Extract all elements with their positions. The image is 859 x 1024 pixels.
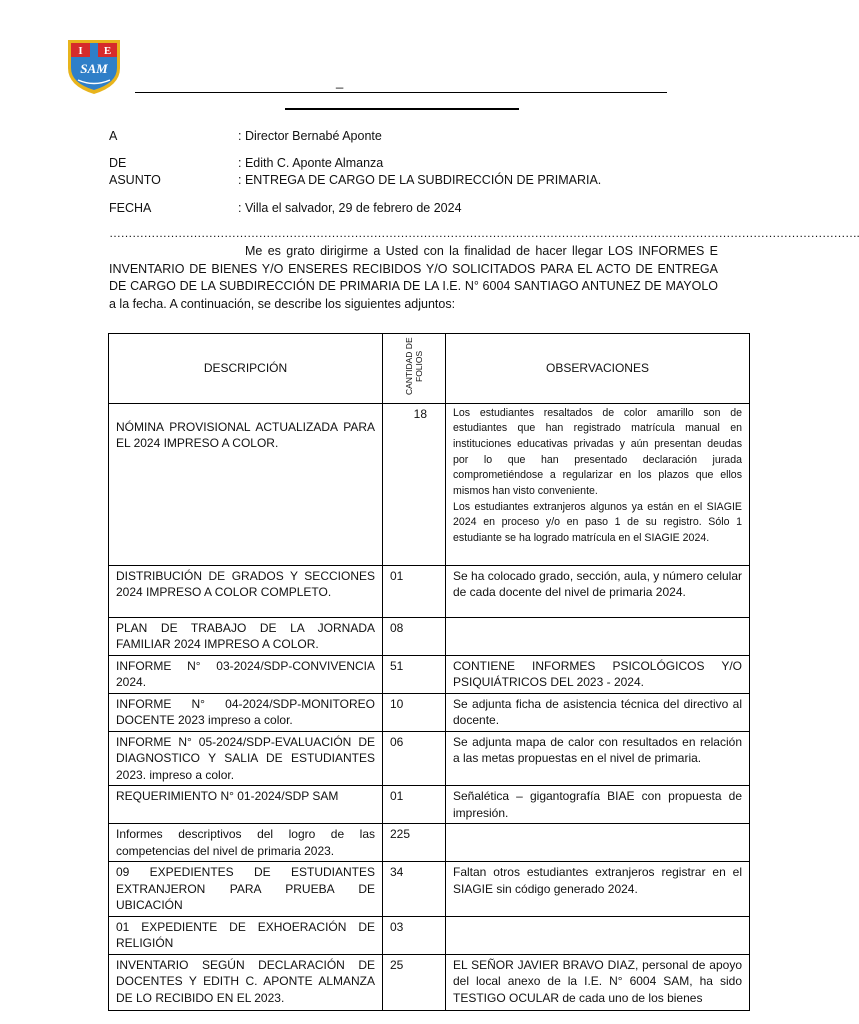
header-description: DESCRIPCIÓN [109,334,383,404]
row-quantity: 51 [383,655,446,693]
from-value: : Edith C. Aponte Almanza [238,156,384,170]
attachments-table [108,333,750,1011]
intro-paragraph [109,243,718,313]
row-description: 09 EXPEDIENTES DE ESTUDIANTES EXTRANJERON PARA PRUEBA DE UBICACIÓN [109,862,383,917]
header-rule [135,92,667,93]
logo-letter-e: E [103,45,112,57]
row-description: Informes descriptivos del logro de las competencias del nivel de primaria 2023. [109,824,383,862]
to-label: A [109,129,118,143]
row-description: INFORME N° 03-2024/SDP-CONVIVENCIA 2024. [109,655,383,693]
row-description: INVENTARIO SEGÚN DECLARACIÓN DE DOCENTES Y EDITH C. APONTE ALMANZA DE LO RECIBIDO EN EL 2023. [109,954,383,1010]
school-crest-logo [64,38,124,96]
row-observations [446,916,750,954]
header-quantity [383,334,446,404]
to-value: : Director Bernabé Aponte [238,129,382,143]
subject-label: ASUNTO [109,173,161,187]
row-observations [446,617,750,655]
table-row [109,824,750,862]
row-quantity: 08 [383,617,446,655]
table-row [109,916,750,954]
row-observations: Se adjunta mapa de calor con resultados en relación a las metas propuestas en el nivel de primaria. [446,731,750,786]
row-description: REQUERIMIENTO N° 01-2024/SDP SAM [109,786,383,824]
table-row [109,954,750,1010]
row-description: PLAN DE TRABAJO DE LA JORNADA FAMILIAR 2024 IMPRESO A COLOR. [109,617,383,655]
dotted-separator: ……………………………………………………………………………………………………………………………………………………………………………. [109,226,859,240]
date-value: : Villa el salvador, 29 de febrero de 2024 [238,201,462,215]
row-description: INFORME N° 05-2024/SDP-EVALUACIÓN DE DIAGNOSTICO Y SALIA DE ESTUDIANTES 2023. impreso a color. [109,731,383,786]
row-observations: Se ha colocado grado, sección, aula, y número celular de cada docente del nivel de primaria 2024. [446,565,750,617]
logo-text: SAM [80,61,108,76]
table-row [109,655,750,693]
table-row [109,693,750,731]
row-quantity: 01 [383,565,446,617]
row-observations: Señalética – gigantografía BIAE con propuesta de impresión. [446,786,750,824]
row-description: NÓMINA PROVISIONAL ACTUALIZADA PARA EL 2024 IMPRESO A COLOR. [109,403,383,565]
row-quantity: 225 [383,824,446,862]
row-quantity: 01 [383,786,446,824]
row-observations [446,403,750,565]
row-quantity: 18 [383,403,446,565]
row-description: 01 EXPEDIENTE DE EXHOERACIÓN DE RELIGIÓN [109,916,383,954]
header-observations: OBSERVACIONES [446,334,750,404]
row-observation-text-2: Los estudiantes extranjeros algunos ya están en el SIAGIE 2024 en proceso y/o en paso 1 de su registro. Sólo 1 estudiante se ha logrado matrícula en el SIAGIE 2024. [453,500,742,545]
subject-value: : ENTREGA DE CARGO DE LA SUBDIRECCIÓN DE PRIMARIA. [238,173,602,187]
table-row [109,617,750,655]
date-label: FECHA [109,201,152,215]
from-label: DE [109,156,127,170]
table-row [109,862,750,917]
row-observations: Faltan otros estudiantes extranjeros registrar en el SIAGIE sin código generado 2024. [446,862,750,917]
intro-text: Me es grato dirigirme a Usted con la finalidad de hacer llegar LOS INFORMES E INVENTARIO DE BIENES Y/O ENSERES RECIBIDOS Y/O SOLICITADOS PARA EL ACTO DE ENTREGA DE CARGO DE LA SUBDIRECCIÓN DE PRIMARIA DE LA I.E. N° 6004 SANTIAGO ANTUNEZ DE MAYOLO a la fecha. A continuación, se describe los siguientes adjuntos: [109,244,718,311]
row-observations: Se adjunta ficha de asistencia técnica del directivo al docente. [446,693,750,731]
table-row [109,403,750,565]
header-quantity-text: CANTIDAD DE FOLIOS [404,337,424,395]
row-description: INFORME N° 04-2024/SDP-MONITOREO DOCENTE 2023 impreso a color. [109,693,383,731]
row-quantity: 34 [383,862,446,917]
row-quantity: 03 [383,916,446,954]
row-observations [446,824,750,862]
row-observation-text: Los estudiantes resaltados de color amarillo son de estudiantes que han registrado matrícula manual en instituciones educativas privadas y aún presentan deudas por lo que han presentado declaración jurada comprometiéndose a regularizar en los plazos que ellos mismos han visto conveniente. [453,406,742,498]
header-underline [285,108,519,110]
logo-letter-i: I [78,45,83,57]
row-quantity: 06 [383,731,446,786]
row-observations: CONTIENE INFORMES PSICOLÓGICOS Y/O PSIQUIÁTRICOS DEL 2023 - 2024. [446,655,750,693]
table-row [109,731,750,786]
top-mark: _ [336,74,344,89]
row-description: DISTRIBUCIÓN DE GRADOS Y SECCIONES 2024 IMPRESO A COLOR COMPLETO. [109,565,383,617]
table-header-row [109,334,750,404]
row-quantity: 25 [383,954,446,1010]
row-quantity: 10 [383,693,446,731]
table-row [109,786,750,824]
row-observations: EL SEÑOR JAVIER BRAVO DIAZ, personal de apoyo del local anexo de la I.E. N° 6004 SAM, ha sido TESTIGO OCULAR de cada uno de los bienes [446,954,750,1010]
table-row [109,565,750,617]
